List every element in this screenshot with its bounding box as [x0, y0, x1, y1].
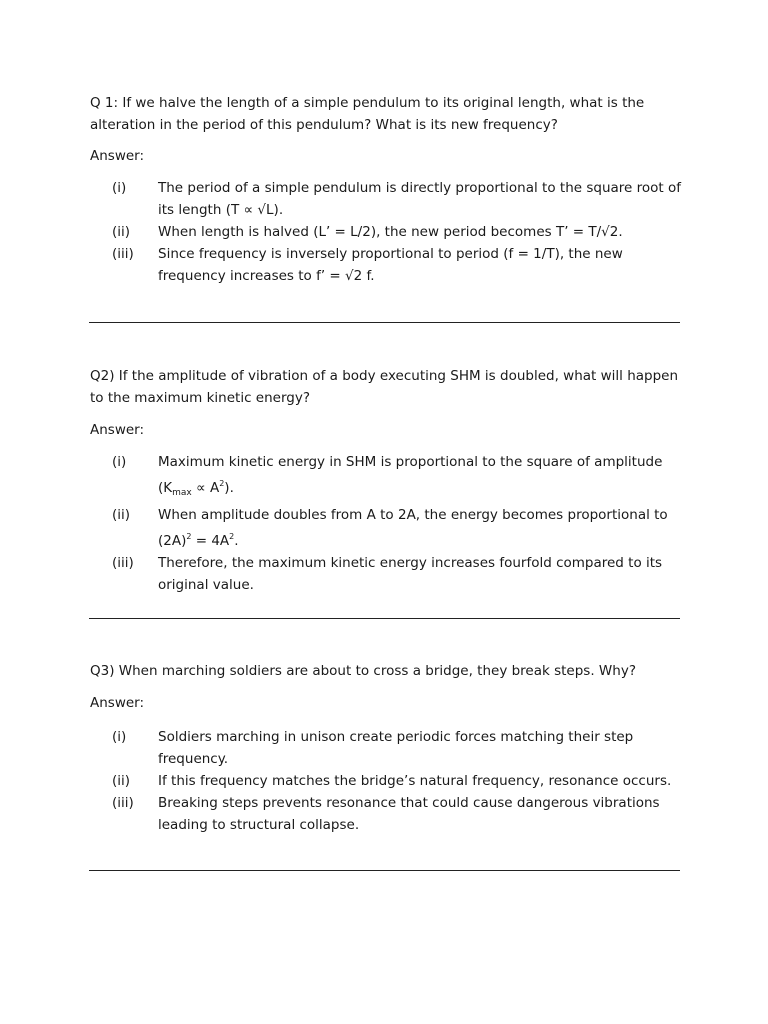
item-text: If this frequency matches the bridge’s natural frequency, resonance occurs. — [158, 773, 672, 789]
answer-list-3 — [112, 726, 682, 836]
item-text: Since frequency is inversely proportional to period (f = 1/T), the new frequency increases to f’ = √2 f. — [158, 246, 623, 284]
item-numeral: (iii) — [112, 246, 134, 262]
superscript: 2 — [219, 479, 225, 488]
item-text: When amplitude doubles from A to 2A, the energy becomes proportional to $(2A)^2 = 4A^2$. — [158, 507, 668, 549]
answer-label-2: Answer: — [90, 422, 145, 438]
section-divider — [89, 618, 680, 619]
item-text: The period of a simple pendulum is directly proportional to the square root of its length (T ∝ √L). — [158, 180, 681, 218]
item-text: Therefore, the maximum kinetic energy increases fourfold compared to its original value. — [158, 555, 663, 593]
list-item — [112, 770, 682, 792]
question-3: Q3) When marching soldiers are about to cross a bridge, they break steps. Why? — [90, 663, 636, 679]
answer-list-2 — [112, 451, 682, 596]
subscript: max — [172, 488, 192, 498]
item-text: When length is halved (L’ = L/2), the new period becomes T’ = T/√2. — [158, 224, 623, 240]
list-item — [112, 221, 682, 243]
item-numeral: (ii) — [112, 507, 131, 523]
item-text: Breaking steps prevents resonance that could cause dangerous vibrations leading to structural collapse. — [158, 795, 660, 833]
item-numeral: (iii) — [112, 795, 134, 811]
list-item — [112, 243, 682, 287]
item-numeral: (i) — [112, 729, 127, 745]
question-1: Q 1: If we halve the length of a simple pendulum to its original length, what is the alteration in the period of this pendulum? What is its new frequency? — [90, 95, 645, 133]
item-numeral: (i) — [112, 454, 127, 470]
item-numeral: (i) — [112, 180, 127, 196]
list-item — [112, 451, 682, 504]
list-item — [112, 177, 682, 221]
list-item — [112, 792, 682, 836]
item-numeral: (ii) — [112, 773, 131, 789]
item-text: Maximum kinetic energy in SHM is proportional to the square of amplitude $(K_{max} \propto A^2)$. — [158, 454, 663, 498]
section-divider — [89, 870, 680, 871]
list-item — [112, 504, 682, 552]
answer-label-1: Answer: — [90, 148, 145, 164]
list-item — [112, 552, 682, 596]
question-2: Q2) If the amplitude of vibration of a body executing SHM is doubled, what will happen to the maximum kinetic energy? — [90, 368, 679, 406]
section-divider — [89, 322, 680, 323]
item-numeral: (iii) — [112, 555, 134, 571]
list-item — [112, 726, 682, 770]
superscript: 2 — [186, 532, 192, 541]
superscript: 2 — [229, 532, 235, 541]
item-text: Soldiers marching in unison create periodic forces matching their step frequency. — [158, 729, 634, 767]
answer-list-1 — [112, 177, 682, 287]
answer-label-3: Answer: — [90, 695, 145, 711]
item-numeral: (ii) — [112, 224, 131, 240]
